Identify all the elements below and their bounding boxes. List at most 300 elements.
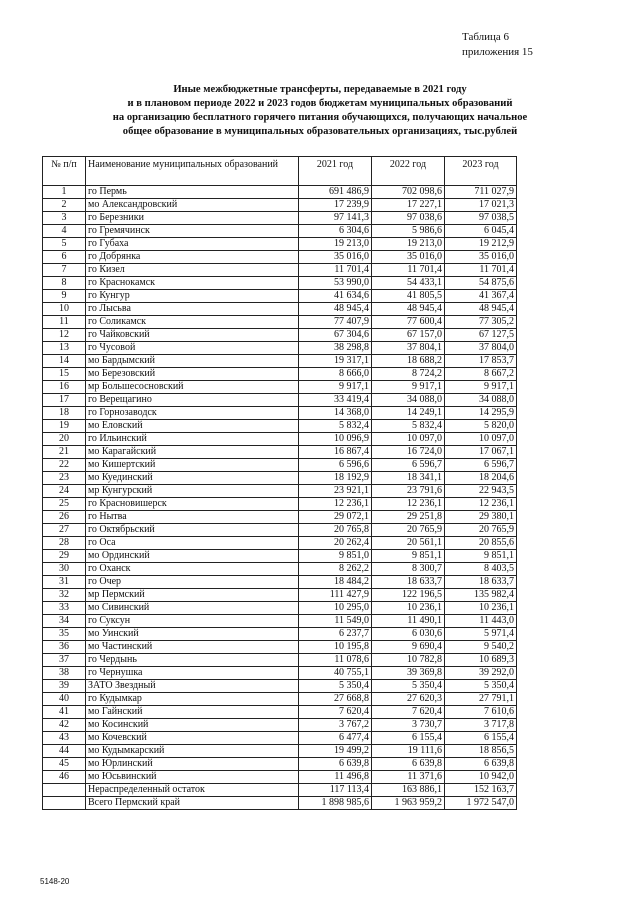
- row-number: 28: [43, 537, 86, 550]
- value-2023: 34 088,0: [445, 394, 517, 407]
- table-row: [43, 264, 517, 277]
- value-2021: 38 298,8: [299, 342, 372, 355]
- value-2023: 97 038,5: [445, 212, 517, 225]
- value-2021: 6 304,6: [299, 225, 372, 238]
- table-row: [43, 199, 517, 212]
- municipality-name: го Верещагино: [86, 394, 299, 407]
- municipality-name: мо Кочевский: [86, 732, 299, 745]
- municipality-name: мо Частинский: [86, 641, 299, 654]
- municipality-name: мр Пермский: [86, 589, 299, 602]
- municipality-name: Нераспределенный остаток: [86, 784, 299, 797]
- value-2023: 35 016,0: [445, 251, 517, 264]
- table-row: [43, 381, 517, 394]
- appendix-number: приложения 15: [462, 46, 533, 58]
- value-2022: 11 490,1: [372, 615, 445, 628]
- value-2021: 11 496,8: [299, 771, 372, 784]
- municipality-name: мо Ординский: [86, 550, 299, 563]
- row-number: 46: [43, 771, 86, 784]
- value-2023: 17 021,3: [445, 199, 517, 212]
- value-2021: 20 765,8: [299, 524, 372, 537]
- table-row: [43, 550, 517, 563]
- value-2022: 19 111,6: [372, 745, 445, 758]
- table-row: [43, 602, 517, 615]
- value-2021: 11 549,0: [299, 615, 372, 628]
- municipality-name: го Суксун: [86, 615, 299, 628]
- value-2021: 9 917,1: [299, 381, 372, 394]
- table-row: [43, 355, 517, 368]
- value-2022: 6 155,4: [372, 732, 445, 745]
- municipality-name: го Ильинский: [86, 433, 299, 446]
- value-2021: 6 477,4: [299, 732, 372, 745]
- value-2021: 5 350,4: [299, 680, 372, 693]
- value-2021: 10 195,8: [299, 641, 372, 654]
- row-number: 43: [43, 732, 86, 745]
- row-number: [43, 797, 86, 810]
- table-row: [43, 524, 517, 537]
- row-number: 6: [43, 251, 86, 264]
- row-number: 26: [43, 511, 86, 524]
- value-2021: 41 634,6: [299, 290, 372, 303]
- row-number: 34: [43, 615, 86, 628]
- municipality-name: го Чердынь: [86, 654, 299, 667]
- value-2023: 67 127,5: [445, 329, 517, 342]
- value-2021: 11 078,6: [299, 654, 372, 667]
- row-number: 41: [43, 706, 86, 719]
- table-row: [43, 277, 517, 290]
- row-number: 31: [43, 576, 86, 589]
- row-number: 45: [43, 758, 86, 771]
- row-number: 23: [43, 472, 86, 485]
- table-row: [43, 706, 517, 719]
- municipality-name: мо Косинский: [86, 719, 299, 732]
- value-2021: 67 304,6: [299, 329, 372, 342]
- value-2022: 9 917,1: [372, 381, 445, 394]
- value-2022: 18 688,2: [372, 355, 445, 368]
- value-2022: 12 236,1: [372, 498, 445, 511]
- value-2022: 18 633,7: [372, 576, 445, 589]
- value-2022: 27 620,3: [372, 693, 445, 706]
- title-line-4: общее образование в муниципальных образовательных организациях, тыс.рублей: [122, 126, 518, 137]
- value-2022: 10 782,8: [372, 654, 445, 667]
- municipality-name: мо Юрлинский: [86, 758, 299, 771]
- col-header-2022: 2022 год: [372, 157, 445, 186]
- municipality-name: мо Кишертский: [86, 459, 299, 472]
- value-2021: 19 499,2: [299, 745, 372, 758]
- title-line-2: и в плановом периоде 2022 и 2023 годов бюджетам муниципальных образований: [127, 98, 513, 109]
- value-2023: 18 204,6: [445, 472, 517, 485]
- row-number: 39: [43, 680, 86, 693]
- table-row: [43, 290, 517, 303]
- value-2021: 18 484,2: [299, 576, 372, 589]
- value-2022: 16 724,0: [372, 446, 445, 459]
- value-2022: 14 249,1: [372, 407, 445, 420]
- row-number: 9: [43, 290, 86, 303]
- municipality-name: ЗАТО Звездный: [86, 680, 299, 693]
- document-code: 5148-20: [40, 877, 70, 886]
- table-row: [43, 719, 517, 732]
- row-number: 40: [43, 693, 86, 706]
- value-2023: 5 820,0: [445, 420, 517, 433]
- value-2022: 6 030,6: [372, 628, 445, 641]
- value-2021: 10 295,0: [299, 602, 372, 615]
- value-2023: 3 717,8: [445, 719, 517, 732]
- value-2022: 702 098,6: [372, 186, 445, 199]
- document-title: [40, 83, 600, 139]
- value-2021: 9 851,0: [299, 550, 372, 563]
- table-row: [43, 303, 517, 316]
- value-2022: 6 596,7: [372, 459, 445, 472]
- municipality-name: го Кизел: [86, 264, 299, 277]
- value-2022: 29 251,8: [372, 511, 445, 524]
- table-row: [43, 563, 517, 576]
- municipality-name: го Кудымкар: [86, 693, 299, 706]
- value-2023: 12 236,1: [445, 498, 517, 511]
- row-number: 8: [43, 277, 86, 290]
- table-row: [43, 784, 517, 797]
- value-2023: 17 853,7: [445, 355, 517, 368]
- col-header-2023: 2023 год: [445, 157, 517, 186]
- row-number: 19: [43, 420, 86, 433]
- value-2022: 39 369,8: [372, 667, 445, 680]
- row-number: 16: [43, 381, 86, 394]
- table-row: [43, 407, 517, 420]
- municipality-name: го Кунгур: [86, 290, 299, 303]
- row-number: 25: [43, 498, 86, 511]
- value-2022: 11 701,4: [372, 264, 445, 277]
- value-2021: 17 239,9: [299, 199, 372, 212]
- value-2023: 18 856,5: [445, 745, 517, 758]
- value-2023: 10 689,3: [445, 654, 517, 667]
- row-number: 37: [43, 654, 86, 667]
- value-2023: 135 982,4: [445, 589, 517, 602]
- municipality-name: го Красновишерск: [86, 498, 299, 511]
- municipality-name: го Чайковский: [86, 329, 299, 342]
- value-2021: 8 262,2: [299, 563, 372, 576]
- municipality-name: мо Юсьвинский: [86, 771, 299, 784]
- value-2022: 17 227,1: [372, 199, 445, 212]
- value-2022: 5 350,4: [372, 680, 445, 693]
- value-2021: 5 832,4: [299, 420, 372, 433]
- table-row: [43, 537, 517, 550]
- value-2021: 11 701,4: [299, 264, 372, 277]
- row-number: 5: [43, 238, 86, 251]
- value-2021: 19 317,1: [299, 355, 372, 368]
- table-row: [43, 732, 517, 745]
- value-2021: 23 921,1: [299, 485, 372, 498]
- value-2021: 97 141,3: [299, 212, 372, 225]
- municipality-name: го Очер: [86, 576, 299, 589]
- title-line-3: на организацию бесплатного горячего питания обучающихся, получающих начальное: [112, 112, 528, 123]
- municipality-name: мо Уинский: [86, 628, 299, 641]
- value-2022: 41 805,5: [372, 290, 445, 303]
- value-2023: 41 367,4: [445, 290, 517, 303]
- table-number: Таблица 6: [462, 31, 510, 43]
- table-row: [43, 615, 517, 628]
- value-2022: 97 038,6: [372, 212, 445, 225]
- value-2023: 1 972 547,0: [445, 797, 517, 810]
- table-row: [43, 433, 517, 446]
- col-header-2021: 2021 год: [299, 157, 372, 186]
- value-2022: 9 690,4: [372, 641, 445, 654]
- row-number: [43, 784, 86, 797]
- value-2021: 7 620,4: [299, 706, 372, 719]
- row-number: 22: [43, 459, 86, 472]
- table-row: [43, 511, 517, 524]
- municipality-name: го Горнозаводск: [86, 407, 299, 420]
- value-2021: 18 192,9: [299, 472, 372, 485]
- value-2022: 9 851,1: [372, 550, 445, 563]
- municipality-name: го Добрянка: [86, 251, 299, 264]
- value-2021: 48 945,4: [299, 303, 372, 316]
- value-2023: 18 633,7: [445, 576, 517, 589]
- table-header-row: [43, 157, 517, 186]
- row-number: 38: [43, 667, 86, 680]
- municipality-name: мо Сивинский: [86, 602, 299, 615]
- row-number: 18: [43, 407, 86, 420]
- municipality-name: го Пермь: [86, 186, 299, 199]
- value-2021: 3 767,2: [299, 719, 372, 732]
- table-row: [43, 459, 517, 472]
- value-2021: 27 668,8: [299, 693, 372, 706]
- value-2023: 48 945,4: [445, 303, 517, 316]
- table-row: [43, 628, 517, 641]
- municipality-name: го Краснокамск: [86, 277, 299, 290]
- table-row: [43, 212, 517, 225]
- value-2023: 27 791,1: [445, 693, 517, 706]
- value-2021: 16 867,4: [299, 446, 372, 459]
- value-2022: 67 157,0: [372, 329, 445, 342]
- table-row: [43, 797, 517, 810]
- table-row: [43, 485, 517, 498]
- row-number: 24: [43, 485, 86, 498]
- value-2023: 9 851,1: [445, 550, 517, 563]
- value-2023: 10 097,0: [445, 433, 517, 446]
- value-2021: 1 898 985,6: [299, 797, 372, 810]
- col-header-name: Наименование муниципальных образований: [86, 157, 299, 186]
- value-2022: 18 341,1: [372, 472, 445, 485]
- municipality-name: мо Березовский: [86, 368, 299, 381]
- table-row: [43, 472, 517, 485]
- value-2022: 23 791,6: [372, 485, 445, 498]
- row-number: 3: [43, 212, 86, 225]
- value-2023: 6 155,4: [445, 732, 517, 745]
- value-2022: 19 213,0: [372, 238, 445, 251]
- value-2023: 29 380,1: [445, 511, 517, 524]
- table-row: [43, 225, 517, 238]
- value-2023: 8 403,5: [445, 563, 517, 576]
- municipality-name: мр Кунгурский: [86, 485, 299, 498]
- value-2023: 20 855,6: [445, 537, 517, 550]
- value-2023: 5 971,4: [445, 628, 517, 641]
- value-2022: 10 097,0: [372, 433, 445, 446]
- value-2022: 11 371,6: [372, 771, 445, 784]
- value-2021: 77 407,9: [299, 316, 372, 329]
- value-2023: 37 804,0: [445, 342, 517, 355]
- col-header-number: № п/п: [43, 157, 86, 186]
- municipality-name: мо Еловский: [86, 420, 299, 433]
- value-2023: 711 027,9: [445, 186, 517, 199]
- municipality-name: го Березники: [86, 212, 299, 225]
- value-2023: 11 701,4: [445, 264, 517, 277]
- table-row: [43, 446, 517, 459]
- value-2021: 8 666,0: [299, 368, 372, 381]
- municipality-name: го Чернушка: [86, 667, 299, 680]
- value-2021: 6 596,6: [299, 459, 372, 472]
- row-number: 29: [43, 550, 86, 563]
- row-number: 12: [43, 329, 86, 342]
- table-row: [43, 186, 517, 199]
- table-row: [43, 342, 517, 355]
- table-row: [43, 745, 517, 758]
- value-2021: 53 990,0: [299, 277, 372, 290]
- municipality-name: го Нытва: [86, 511, 299, 524]
- value-2023: 10 236,1: [445, 602, 517, 615]
- table-row: [43, 316, 517, 329]
- value-2021: 33 419,4: [299, 394, 372, 407]
- municipality-name: мо Гайнский: [86, 706, 299, 719]
- value-2022: 48 945,4: [372, 303, 445, 316]
- table-row: [43, 420, 517, 433]
- row-number: 15: [43, 368, 86, 381]
- value-2021: 40 755,1: [299, 667, 372, 680]
- table-row: [43, 771, 517, 784]
- value-2021: 20 262,4: [299, 537, 372, 550]
- value-2023: 9 917,1: [445, 381, 517, 394]
- value-2022: 8 724,2: [372, 368, 445, 381]
- value-2021: 117 113,4: [299, 784, 372, 797]
- value-2022: 37 804,1: [372, 342, 445, 355]
- value-2022: 7 620,4: [372, 706, 445, 719]
- row-number: 35: [43, 628, 86, 641]
- row-number: 2: [43, 199, 86, 212]
- transfers-table: [42, 156, 517, 810]
- value-2023: 14 295,9: [445, 407, 517, 420]
- value-2022: 20 765,9: [372, 524, 445, 537]
- title-line-1: Иные межбюджетные трансферты, передаваемые в 2021 году: [173, 84, 467, 95]
- row-number: 44: [43, 745, 86, 758]
- row-number: 14: [43, 355, 86, 368]
- value-2021: 19 213,0: [299, 238, 372, 251]
- municipality-name: мо Бардымский: [86, 355, 299, 368]
- value-2021: 111 427,9: [299, 589, 372, 602]
- row-number: 1: [43, 186, 86, 199]
- value-2022: 54 433,1: [372, 277, 445, 290]
- row-number: 36: [43, 641, 86, 654]
- value-2022: 5 986,6: [372, 225, 445, 238]
- table-row: [43, 693, 517, 706]
- value-2021: 35 016,0: [299, 251, 372, 264]
- value-2022: 77 600,4: [372, 316, 445, 329]
- value-2023: 54 875,6: [445, 277, 517, 290]
- value-2021: 6 639,8: [299, 758, 372, 771]
- value-2023: 9 540,2: [445, 641, 517, 654]
- value-2022: 1 963 959,2: [372, 797, 445, 810]
- row-number: 7: [43, 264, 86, 277]
- municipality-name: го Чусовой: [86, 342, 299, 355]
- municipality-name: го Лысьва: [86, 303, 299, 316]
- row-number: 30: [43, 563, 86, 576]
- appendix-label: [462, 30, 533, 60]
- value-2021: 10 096,9: [299, 433, 372, 446]
- row-number: 17: [43, 394, 86, 407]
- municipality-name: мр Большесосновский: [86, 381, 299, 394]
- value-2023: 20 765,9: [445, 524, 517, 537]
- table-row: [43, 654, 517, 667]
- municipality-name: го Гремячинск: [86, 225, 299, 238]
- value-2022: 34 088,0: [372, 394, 445, 407]
- value-2023: 77 305,2: [445, 316, 517, 329]
- row-number: 4: [43, 225, 86, 238]
- municipality-name: го Оханск: [86, 563, 299, 576]
- table-row: [43, 368, 517, 381]
- row-number: 13: [43, 342, 86, 355]
- municipality-name: го Губаха: [86, 238, 299, 251]
- value-2023: 7 610,6: [445, 706, 517, 719]
- row-number: 27: [43, 524, 86, 537]
- value-2021: 691 486,9: [299, 186, 372, 199]
- table-row: [43, 238, 517, 251]
- municipality-name: го Оса: [86, 537, 299, 550]
- value-2021: 14 368,0: [299, 407, 372, 420]
- value-2022: 20 561,1: [372, 537, 445, 550]
- row-number: 21: [43, 446, 86, 459]
- value-2023: 5 350,4: [445, 680, 517, 693]
- value-2022: 8 300,7: [372, 563, 445, 576]
- table-row: [43, 680, 517, 693]
- municipality-name: го Октябрьский: [86, 524, 299, 537]
- value-2023: 6 045,4: [445, 225, 517, 238]
- value-2022: 3 730,7: [372, 719, 445, 732]
- row-number: 42: [43, 719, 86, 732]
- table-row: [43, 589, 517, 602]
- value-2023: 8 667,2: [445, 368, 517, 381]
- value-2021: 6 237,7: [299, 628, 372, 641]
- table-row: [43, 251, 517, 264]
- municipality-name: мо Карагайский: [86, 446, 299, 459]
- municipality-name: мо Александровский: [86, 199, 299, 212]
- value-2023: 6 596,7: [445, 459, 517, 472]
- value-2022: 5 832,4: [372, 420, 445, 433]
- value-2021: 12 236,1: [299, 498, 372, 511]
- value-2023: 6 639,8: [445, 758, 517, 771]
- table-row: [43, 394, 517, 407]
- row-number: 11: [43, 316, 86, 329]
- value-2023: 19 212,9: [445, 238, 517, 251]
- value-2022: 35 016,0: [372, 251, 445, 264]
- municipality-name: мо Кудымкарский: [86, 745, 299, 758]
- table-body: [43, 186, 517, 810]
- value-2023: 17 067,1: [445, 446, 517, 459]
- municipality-name: мо Куединский: [86, 472, 299, 485]
- row-number: 10: [43, 303, 86, 316]
- table-row: [43, 498, 517, 511]
- value-2021: 29 072,1: [299, 511, 372, 524]
- value-2023: 22 943,5: [445, 485, 517, 498]
- table-row: [43, 641, 517, 654]
- value-2023: 10 942,0: [445, 771, 517, 784]
- value-2022: 122 196,5: [372, 589, 445, 602]
- row-number: 32: [43, 589, 86, 602]
- value-2023: 39 292,0: [445, 667, 517, 680]
- row-number: 20: [43, 433, 86, 446]
- table-row: [43, 576, 517, 589]
- value-2023: 11 443,0: [445, 615, 517, 628]
- value-2023: 152 163,7: [445, 784, 517, 797]
- row-number: 33: [43, 602, 86, 615]
- table-row: [43, 758, 517, 771]
- municipality-name: го Соликамск: [86, 316, 299, 329]
- table-row: [43, 667, 517, 680]
